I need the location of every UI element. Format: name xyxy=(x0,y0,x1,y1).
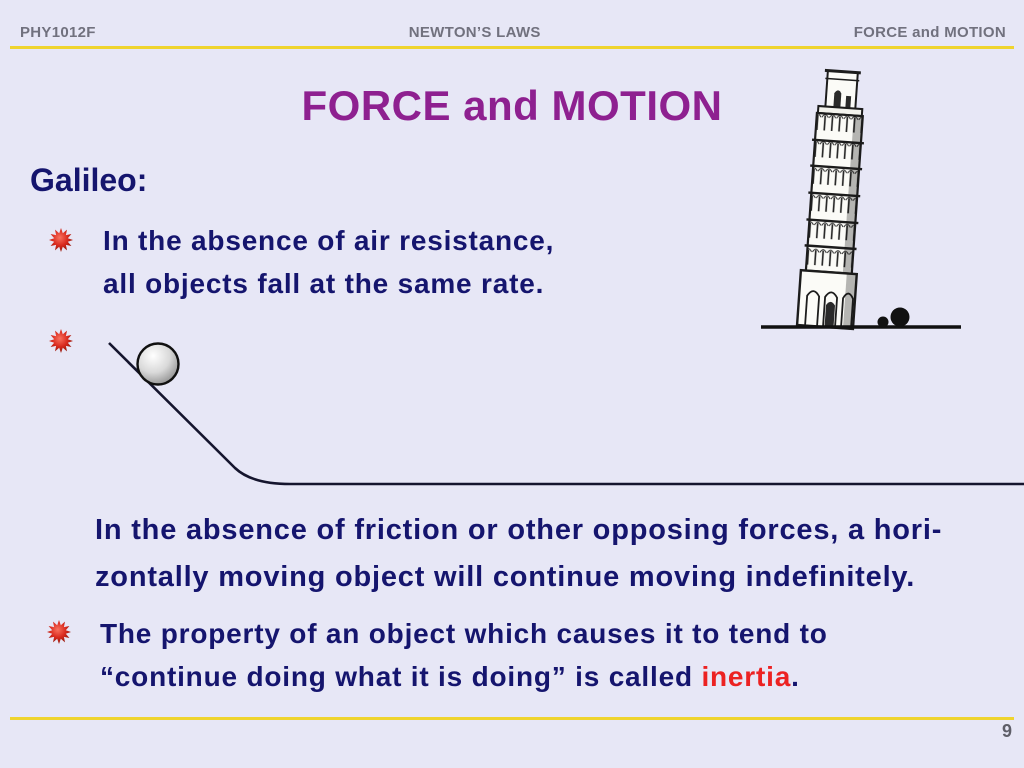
header-section-title: NEWTON’S LAWS xyxy=(408,24,541,41)
header-topic: FORCE and MOTION xyxy=(853,24,1006,41)
page-title: FORCE and MOTION xyxy=(301,82,723,129)
star-bullet-icon xyxy=(48,227,74,253)
small-ball xyxy=(878,317,889,328)
star-bullet-icon xyxy=(48,328,74,354)
tower-body xyxy=(797,70,871,329)
header-divider xyxy=(10,46,1014,49)
bullet-1-line-1: In the absence of air resistance, xyxy=(103,225,555,256)
bullet-2-line-1: In the absence of friction or other opposing forces, a hori- xyxy=(95,514,943,546)
bullet-3-text xyxy=(100,612,828,698)
bullet-3-line-2-prefix: “continue doing what it is doing” is called xyxy=(100,661,702,692)
pisa-tower-image xyxy=(755,55,970,335)
page-number: 9 xyxy=(1001,721,1012,741)
bullet-2-line-2: zontally moving object will continue moving indefinitely. xyxy=(95,561,916,593)
slide-header xyxy=(20,24,1006,41)
section-heading: Galileo: xyxy=(30,162,148,198)
star-bullet-icon xyxy=(46,619,72,645)
footer-divider xyxy=(10,717,1014,720)
header-course-code: PHY1012F xyxy=(20,24,96,41)
inertia-keyword: inertia xyxy=(701,661,792,692)
rolling-ball xyxy=(138,344,179,385)
bullet-1-line-2: all objects fall at the same rate. xyxy=(103,268,545,299)
large-ball xyxy=(891,308,910,327)
bullet-2-text xyxy=(95,507,942,601)
ramp-line xyxy=(109,343,1024,484)
bullet-3-line-2-suffix: . xyxy=(791,661,800,692)
bullet-3-line-2 xyxy=(100,655,828,698)
bullet-3-line-1: The property of an object which causes it to tend to xyxy=(100,618,828,649)
ramp-diagram xyxy=(0,320,1024,500)
bullet-1-text xyxy=(103,219,554,305)
